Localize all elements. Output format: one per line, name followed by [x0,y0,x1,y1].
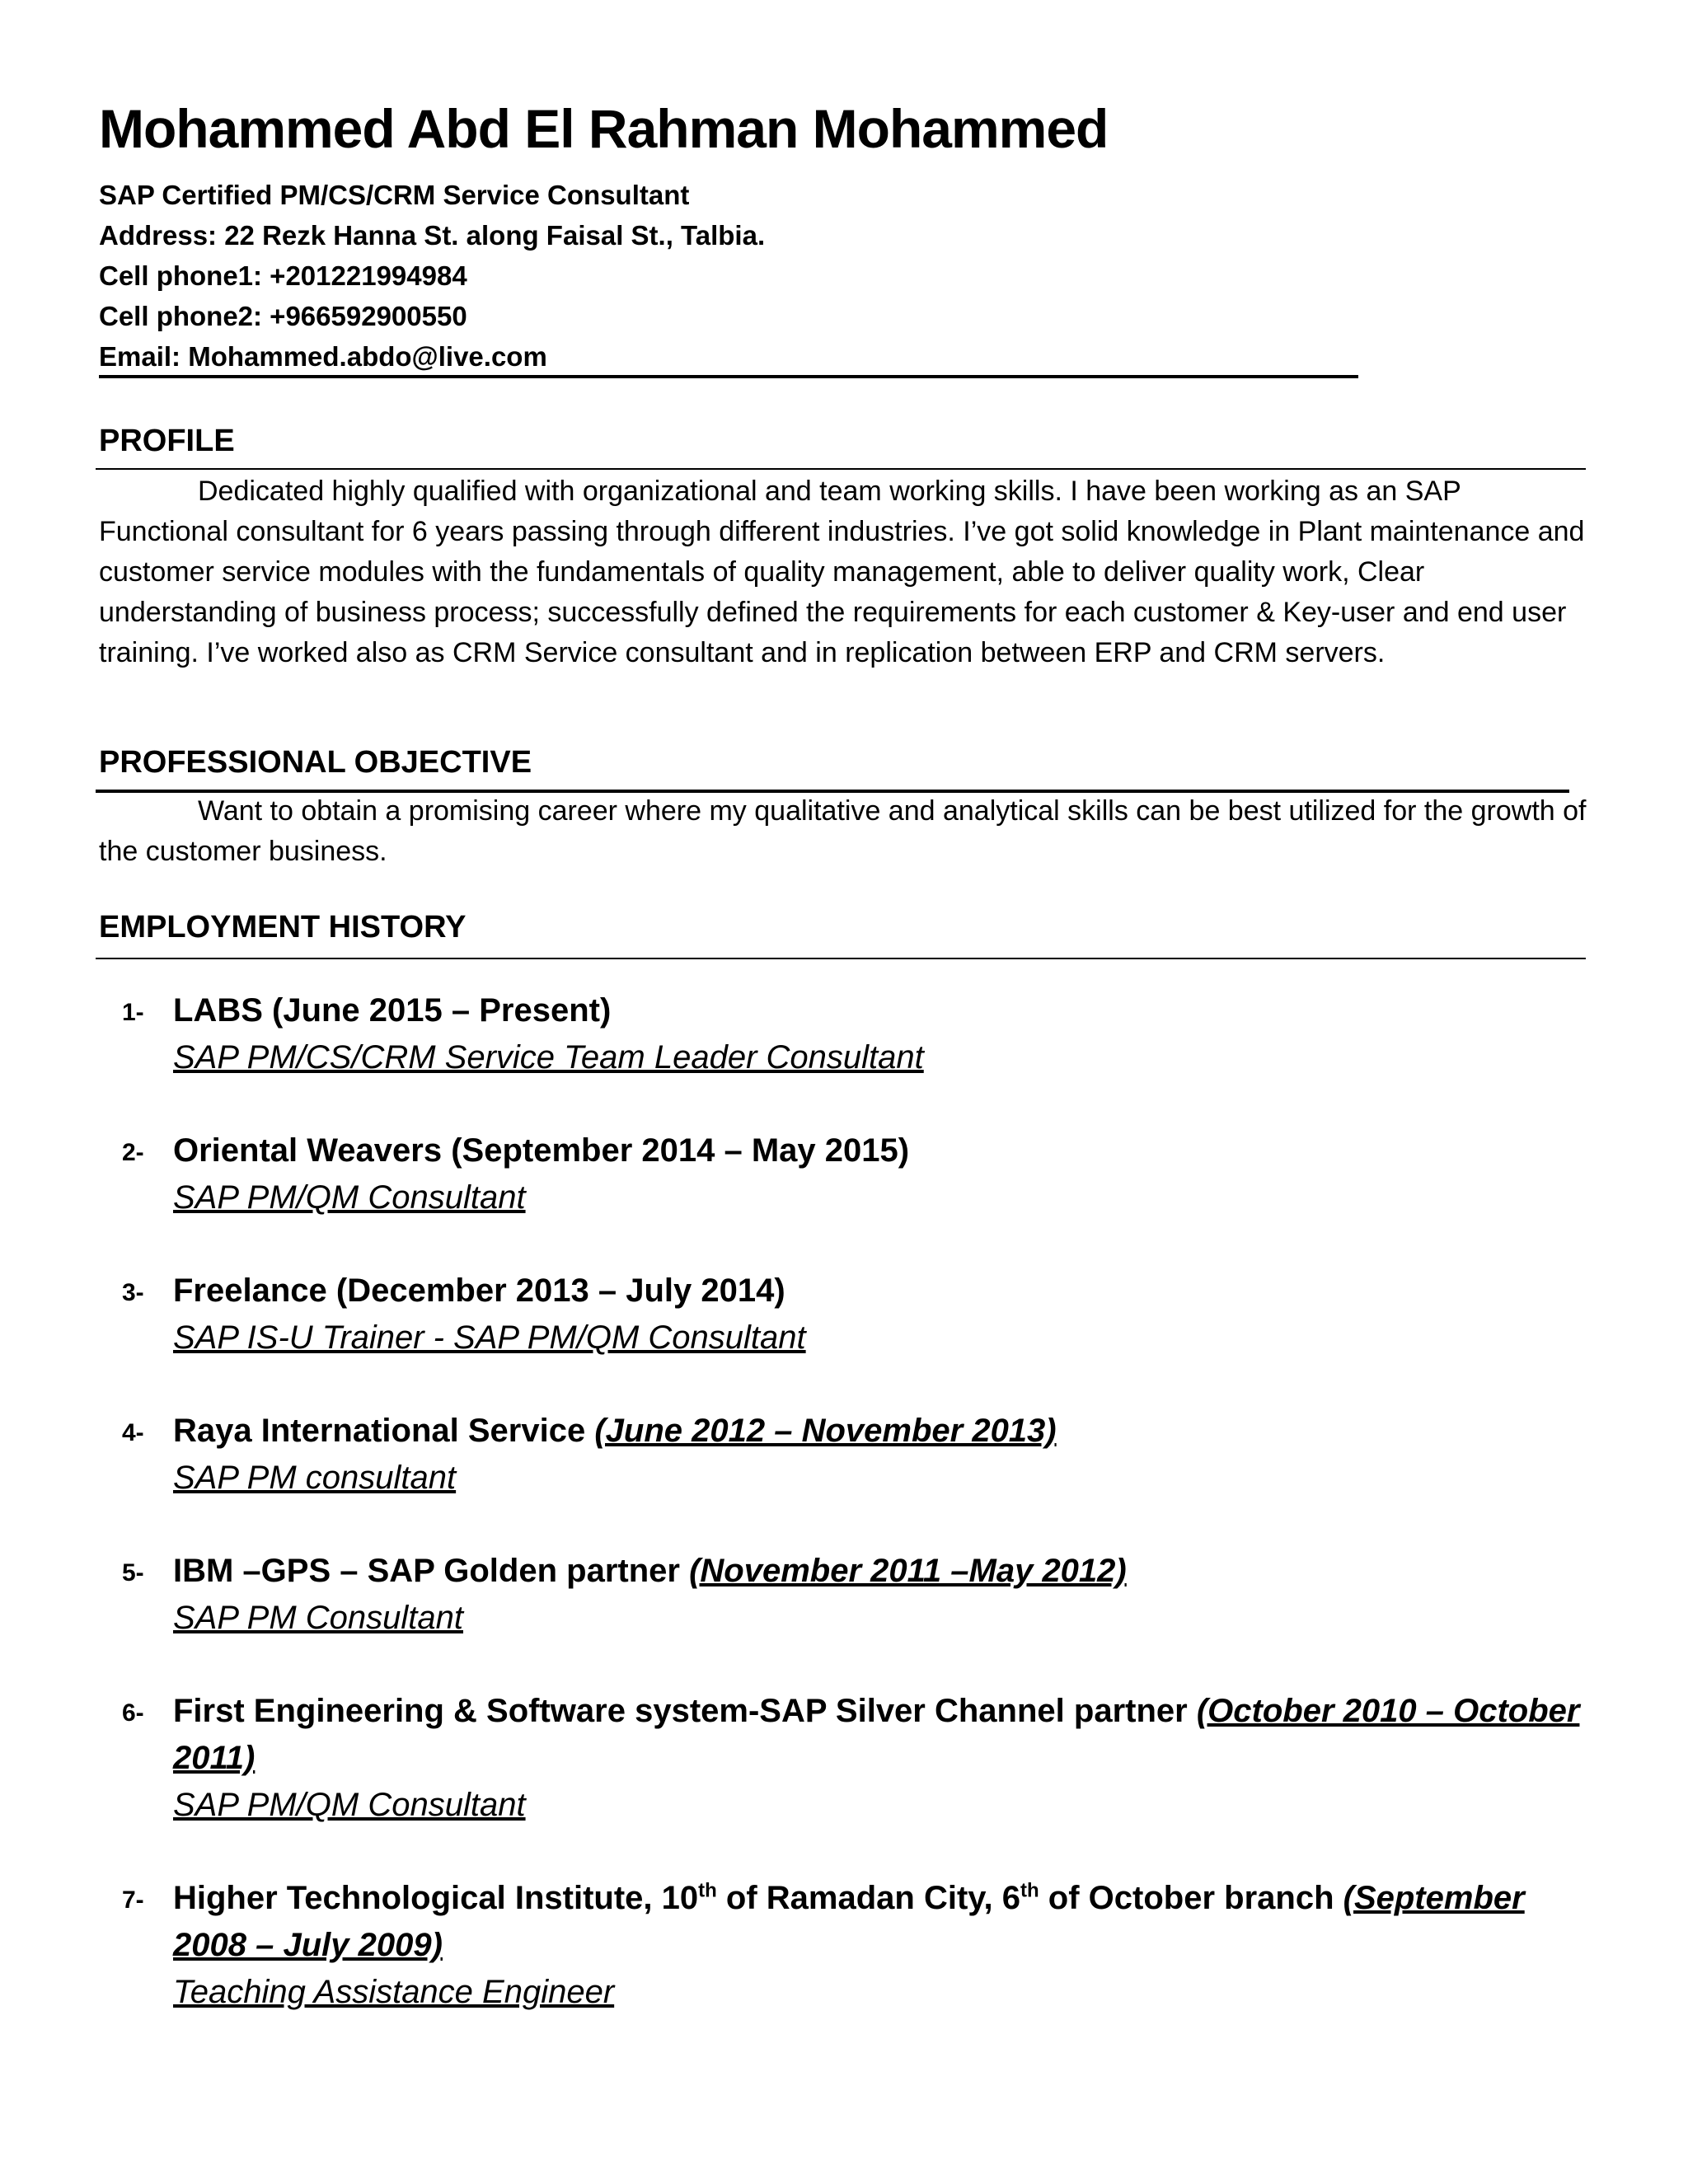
list-item [99,1548,1591,1642]
list-number: 5- [122,1559,144,1586]
job-company: Oriental Weavers (September 2014 – May 2015) [173,1132,910,1169]
job-role: SAP IS-U Trainer - SAP PM/QM Consultant [173,1319,806,1356]
ordinal-suffix: th [698,1879,717,1902]
job-company-part: Higher Technological Institute, 10 [173,1880,699,1916]
job-role: SAP PM consultant [173,1460,457,1496]
job-company: Raya International Service [173,1413,595,1449]
job-company: Freelance (December 2013 – July 2014) [173,1272,785,1309]
list-number: 7- [122,1886,144,1914]
list-number: 1- [122,999,144,1026]
list-number: 4- [122,1419,144,1446]
job-date: (September 2008 – July 2009) [173,1880,1525,1963]
list-item [99,1875,1591,2016]
list-item [99,1127,1591,1221]
header-divider [99,375,1358,378]
job-role: Teaching Assistance Engineer [173,1974,615,2010]
list-item [99,987,1591,1081]
ordinal-suffix: th [1020,1879,1039,1902]
list-item [99,1408,1591,1502]
professional-title: SAP Certified PM/CS/CRM Service Consultant [99,180,690,210]
list-number: 6- [122,1699,144,1727]
list-number: 2- [122,1139,144,1166]
employment-divider [96,958,1586,959]
contact-block [99,175,765,377]
job-date: (June 2012 – November 2013) [594,1413,1057,1449]
job-company: IBM –GPS – SAP Golden partner [173,1553,690,1589]
job-date: (November 2011 –May 2012) [689,1553,1127,1589]
list-item [99,1688,1591,1829]
job-date: (October 2010 – October 2011) [173,1693,1580,1776]
profile-text: Dedicated highly qualified with organizational and team working skills. I have been working as an SAP Functional consultant for 6 years passing through different industries. I’ve got solid knowledge in Plant maintenance and customer service modules with the fundamentals of quality management, able to deliver quality work, Clear understanding of business process; successfully defined the requirements for each customer & Key-user and end user training. I’ve worked also as CRM Service consultant and in replication between ERP and CRM servers. [99,476,1585,668]
profile-divider [96,468,1586,470]
job-role: SAP PM/QM Consultant [173,1179,526,1216]
job-company-part: of Ramadan City, 6 [716,1880,1021,1916]
address: Address: 22 Rezk Hanna St. along Faisal St., Talbia. [99,220,766,251]
job-role: SAP PM/CS/CRM Service Team Leader Consultant [173,1039,924,1076]
list-item [99,1268,1591,1361]
job-company: First Engineering & Software system-SAP Silver Channel partner [173,1693,1197,1729]
objective-heading: PROFESSIONAL OBJECTIVE [99,745,532,780]
objective-text: Want to obtain a promising career where my qualitative and analytical skills can be best utilized for the growth of the customer business. [99,795,1587,867]
cell-phone-1: Cell phone1: +201221994984 [99,260,467,291]
candidate-name: Mohammed Abd El Rahman Mohammed [99,98,1109,159]
job-role: SAP PM Consultant [173,1600,464,1636]
cell-phone-2: Cell phone2: +966592900550 [99,301,467,331]
job-company-part: of October branch [1039,1880,1343,1916]
email: Email: Mohammed.abdo@live.com [99,341,547,372]
list-number: 3- [122,1279,144,1306]
profile-heading: PROFILE [99,424,235,458]
employment-heading: EMPLOYMENT HISTORY [99,910,467,944]
employment-list [99,987,1591,2062]
job-role: SAP PM/QM Consultant [173,1787,526,1823]
job-company: LABS (June 2015 – Present) [173,992,612,1029]
